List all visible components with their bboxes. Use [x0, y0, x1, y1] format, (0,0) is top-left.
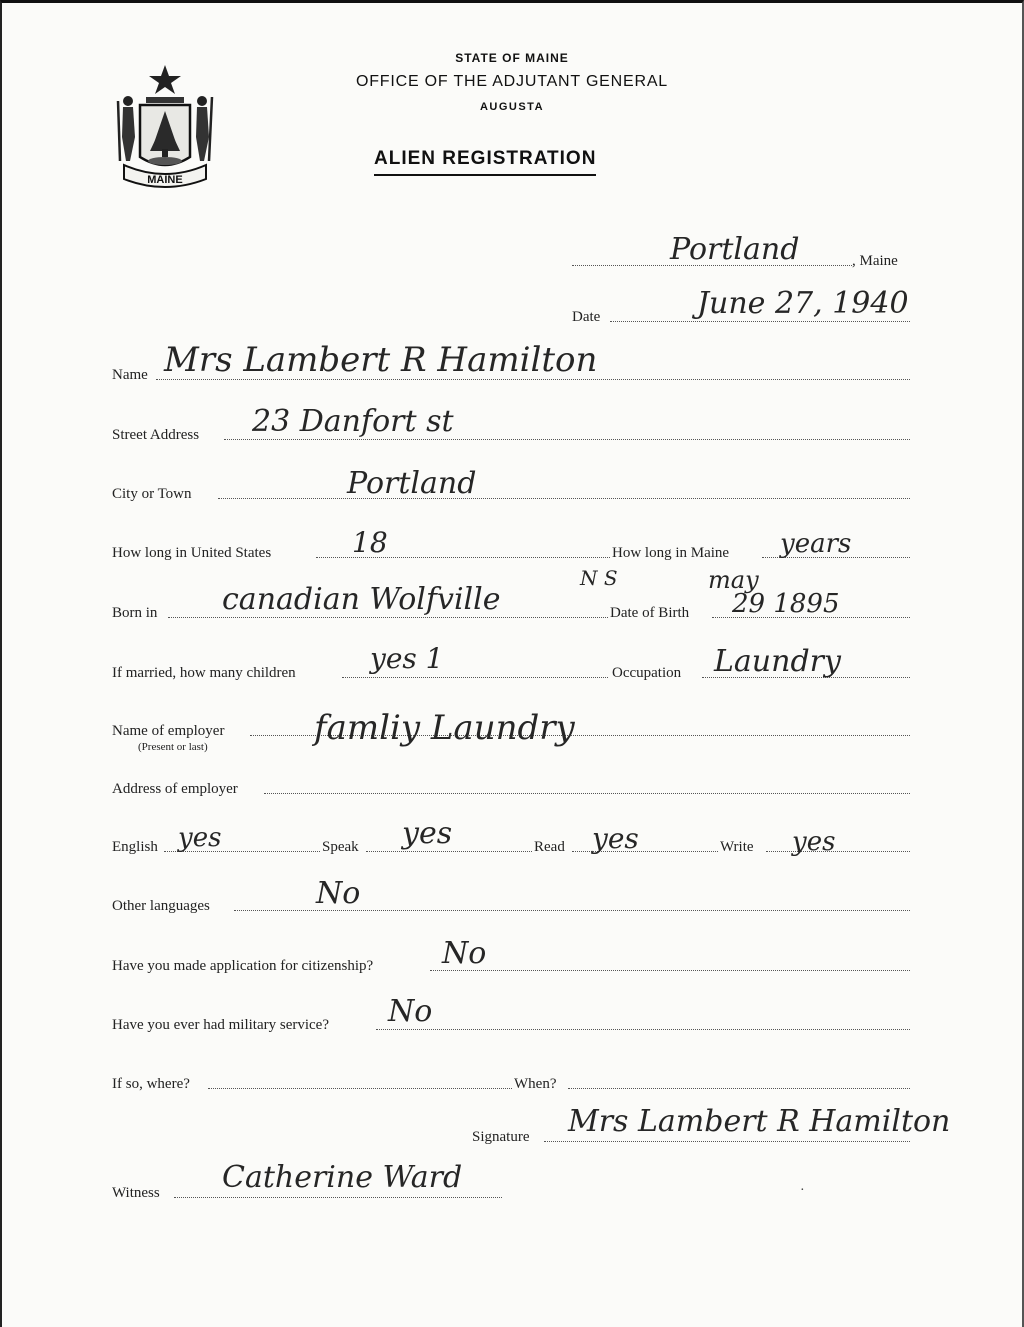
name-label: Name: [112, 367, 148, 383]
how-long-us-label: How long in United States: [112, 545, 272, 561]
when-line: [568, 1088, 910, 1089]
header-city: AUGUSTA: [479, 101, 545, 113]
signature-value: Mrs Lambert R Hamilton: [568, 1104, 951, 1139]
english-value: yes: [178, 823, 222, 853]
form-title: ALIEN REGISTRATION: [374, 148, 596, 176]
speak-label: Speak: [322, 839, 359, 855]
street-address-label: Street Address: [112, 427, 200, 443]
born-in-note: N S: [580, 566, 618, 590]
citizenship-label: Have you made application for citizenship?: [112, 958, 374, 974]
employer-value: famliy Laundry: [314, 708, 575, 748]
where-label: If so, where?: [112, 1076, 190, 1092]
date-of-birth-month: may: [708, 566, 759, 594]
born-in-line: [168, 617, 608, 618]
city-value: Portland: [347, 466, 477, 501]
write-value: yes: [792, 827, 836, 857]
military-line: [376, 1029, 910, 1030]
employer-label: Name of employer: [112, 723, 225, 739]
english-label: English: [112, 839, 158, 855]
born-in-value: canadian Wolfville: [222, 582, 501, 617]
employer-address-line: [264, 793, 910, 794]
how-long-maine-value: years: [780, 529, 852, 559]
how-long-us-value: 18: [352, 526, 388, 559]
other-languages-label: Other languages: [112, 898, 210, 914]
employer-address-label: Address of employer: [112, 781, 238, 797]
how-long-maine-label: How long in Maine: [612, 545, 730, 561]
place-value: Portland: [670, 232, 800, 267]
date-label: Date: [572, 309, 601, 325]
occupation-value: Laundry: [714, 644, 841, 679]
witness-label: Witness: [112, 1185, 160, 1201]
when-label: When?: [514, 1076, 557, 1092]
other-languages-value: No: [316, 876, 361, 911]
date-line: [610, 321, 910, 322]
speak-line: [366, 851, 532, 852]
seal-banner-text: MAINE: [147, 174, 183, 186]
citizenship-value: No: [442, 936, 487, 971]
street-address-line: [224, 439, 910, 440]
read-value: yes: [592, 822, 639, 855]
born-in-label: Born in: [112, 605, 158, 621]
city-line: [218, 498, 910, 499]
name-value: Mrs Lambert R Hamilton: [164, 340, 598, 380]
date-of-birth-label: Date of Birth: [610, 605, 690, 621]
date-of-birth-value: 29 1895: [732, 589, 840, 619]
occupation-label: Occupation: [612, 665, 682, 681]
children-value: yes 1: [370, 642, 444, 675]
children-label: If married, how many children: [112, 665, 296, 681]
where-line: [208, 1088, 512, 1089]
city-label: City or Town: [112, 486, 192, 502]
citizenship-line: [430, 970, 910, 971]
write-label: Write: [720, 839, 754, 855]
header-state: STATE OF MAINE: [455, 51, 569, 65]
children-line: [342, 677, 608, 678]
military-label: Have you ever had military service?: [112, 1017, 329, 1033]
speak-value: yes: [402, 816, 453, 851]
street-address-value: 23 Danfort st: [252, 404, 454, 439]
read-label: Read: [534, 839, 565, 855]
date-value: June 27, 1940: [697, 286, 909, 321]
military-value: No: [388, 994, 433, 1029]
witness-value: Catherine Ward: [222, 1160, 463, 1195]
maine-state-seal: [110, 61, 220, 193]
ink-speck: ·: [800, 1183, 805, 1198]
place-suffix: , Maine: [852, 253, 898, 269]
signature-label: Signature: [472, 1129, 530, 1145]
signature-line: [544, 1141, 910, 1142]
witness-line: [174, 1197, 502, 1198]
employer-sublabel: (Present or last): [138, 741, 208, 753]
header-office: OFFICE OF THE ADJUTANT GENERAL: [355, 73, 669, 90]
write-line: [766, 851, 910, 852]
